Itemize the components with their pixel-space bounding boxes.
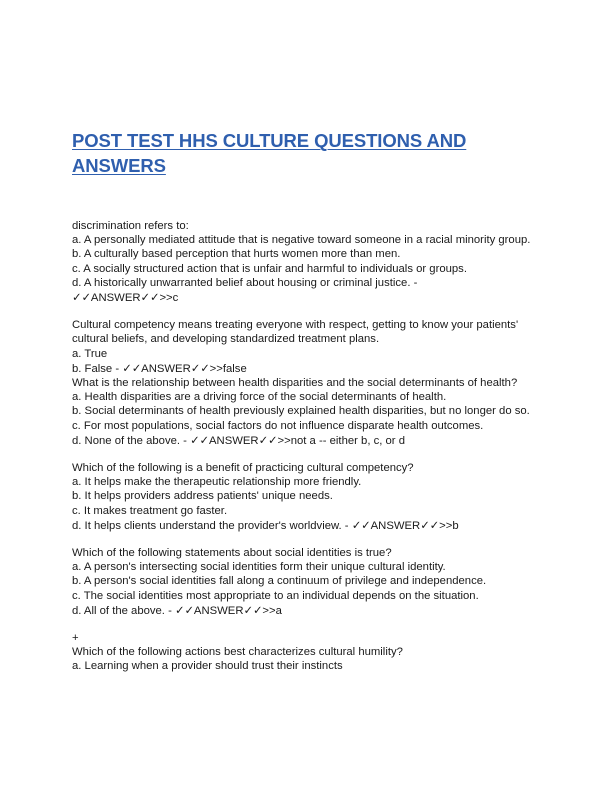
answer-option: b. A person's social identities fall along a continuum of privilege and independence. xyxy=(72,575,487,588)
question-block xyxy=(72,219,552,305)
answer-option-with-key: b. False - ✓✓ANSWER✓✓>>false xyxy=(72,362,247,375)
question-stem: discrimination refers to: xyxy=(72,220,189,232)
question-block xyxy=(72,318,552,376)
answer-option: c. It makes treatment go faster. xyxy=(72,504,228,517)
answer-option-with-key: d. It helps clients understand the provider's worldview. - ✓✓ANSWER✓✓>>b xyxy=(72,519,459,532)
block-spacer xyxy=(72,533,552,546)
answer-option: a. Health disparities are a driving force of the social determinants of health. xyxy=(72,391,447,404)
answer-option: d. A historically unwarranted belief about housing or criminal justice. - xyxy=(72,276,418,289)
answer-option: a. It helps make the therapeutic relationship more friendly. xyxy=(72,476,362,489)
answer-option: a. A personally mediated attitude that is negative toward someone in a racial minority group. xyxy=(72,234,531,247)
question-stem: Which of the following statements about social identities is true? xyxy=(72,547,392,560)
answer-option: c. For most populations, social factors do not influence disparate health outcomes. xyxy=(72,419,484,432)
answer-option: a. True xyxy=(72,347,108,360)
document-body xyxy=(72,219,552,674)
answer-option: b. It helps providers address patients' unique needs. xyxy=(72,490,333,503)
block-spacer xyxy=(72,305,552,318)
question-stem: What is the relationship between health disparities and the social determinants of health? xyxy=(72,377,518,390)
question-block xyxy=(72,461,552,533)
answer-option: a. A person's intersecting social identities form their unique cultural identity. xyxy=(72,561,446,574)
question-stem: Cultural competency means treating everyone with respect, getting to know your patients' cultural beliefs, and developing standardized treatment plans. xyxy=(72,319,519,346)
answer-option: a. Learning when a provider should trust their instincts xyxy=(72,660,343,673)
answer-option-with-key: d. All of the above. - ✓✓ANSWER✓✓>>a xyxy=(72,604,282,617)
question-block xyxy=(72,631,552,674)
answer-key: ✓✓ANSWER✓✓>>c xyxy=(72,292,179,305)
answer-option-with-key: d. None of the above. - ✓✓ANSWER✓✓>>not a -- either b, c, or d xyxy=(72,434,405,447)
block-spacer xyxy=(72,448,552,461)
answer-option: b. A culturally based perception that hurts women more than men. xyxy=(72,248,401,261)
question-stem: Which of the following actions best characterizes cultural humility? xyxy=(72,646,403,659)
question-stem: Which of the following is a benefit of practicing cultural competency? xyxy=(72,462,414,475)
question-block xyxy=(72,376,552,448)
question-block xyxy=(72,546,552,618)
answer-option: c. A socially structured action that is unfair and harmful to individuals or groups. xyxy=(72,262,467,275)
block-spacer xyxy=(72,618,552,631)
document-title: POST TEST HHS CULTURE QUESTIONS AND ANSWERS xyxy=(72,130,467,176)
answer-option: b. Social determinants of health previously explained health disparities, but no longer do so. xyxy=(72,405,530,418)
answer-option: c. The social identities most appropriate to an individual depends on the situation. xyxy=(72,589,479,602)
plus-marker: + xyxy=(72,632,79,645)
